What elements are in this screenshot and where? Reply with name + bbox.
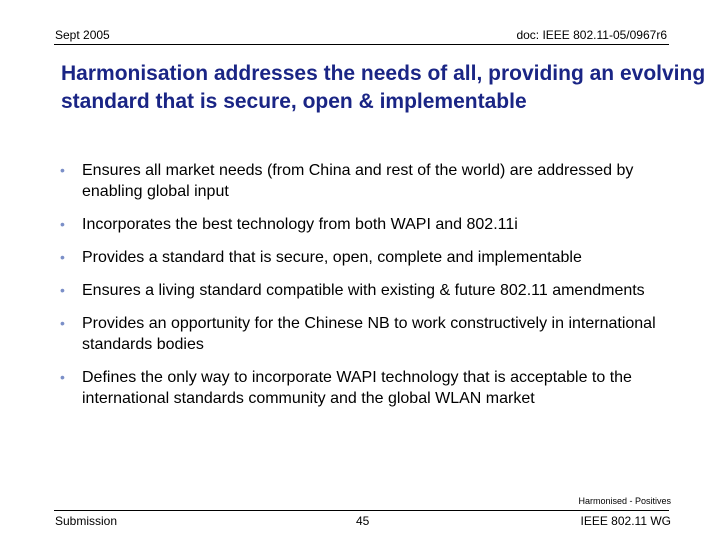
slide-title: Harmonisation addresses the needs of all, providing an evolving standard that is secure, open & implementable: [61, 62, 706, 113]
bullet-text: Defines the only way to incorporate WAPI technology that is acceptable to the international standards community and the global WLAN market: [82, 369, 632, 407]
slide-footnote: Harmonised - Positives: [578, 496, 671, 506]
page-number: 45: [356, 514, 370, 528]
bullet-item: [60, 313, 670, 355]
bullet-list: [60, 160, 670, 421]
bullet-item: [60, 160, 670, 202]
bullet-text: Incorporates the best technology from both WAPI and 802.11i: [82, 216, 518, 233]
bullet-dot-icon: •: [60, 249, 65, 265]
bullet-dot-icon: •: [60, 315, 65, 331]
footer-submission: Submission: [55, 514, 118, 528]
bullet-item: [60, 214, 670, 235]
header-date: Sept 2005: [55, 28, 110, 42]
bullet-text: Provides a standard that is secure, open, complete and implementable: [82, 249, 582, 266]
header-doc-id: doc: IEEE 802.11-05/0967r6: [516, 28, 667, 42]
footer-org: IEEE 802.11 WG: [580, 514, 671, 528]
bullet-text: Ensures all market needs (from China and rest of the world) are addressed by enabling global input: [82, 162, 634, 200]
bullet-item: [60, 247, 670, 268]
bullet-text: Provides an opportunity for the Chinese NB to work constructively in international standards bodies: [82, 315, 656, 353]
bullet-dot-icon: •: [60, 282, 65, 298]
header-divider: [54, 44, 669, 45]
bullet-dot-icon: •: [60, 369, 65, 385]
bullet-item: [60, 367, 670, 409]
bullet-dot-icon: •: [60, 162, 65, 178]
bullet-dot-icon: •: [60, 216, 65, 232]
bullet-item: [60, 280, 670, 301]
footer-divider: [54, 510, 669, 511]
bullet-text: Ensures a living standard compatible with existing & future 802.11 amendments: [82, 282, 645, 299]
